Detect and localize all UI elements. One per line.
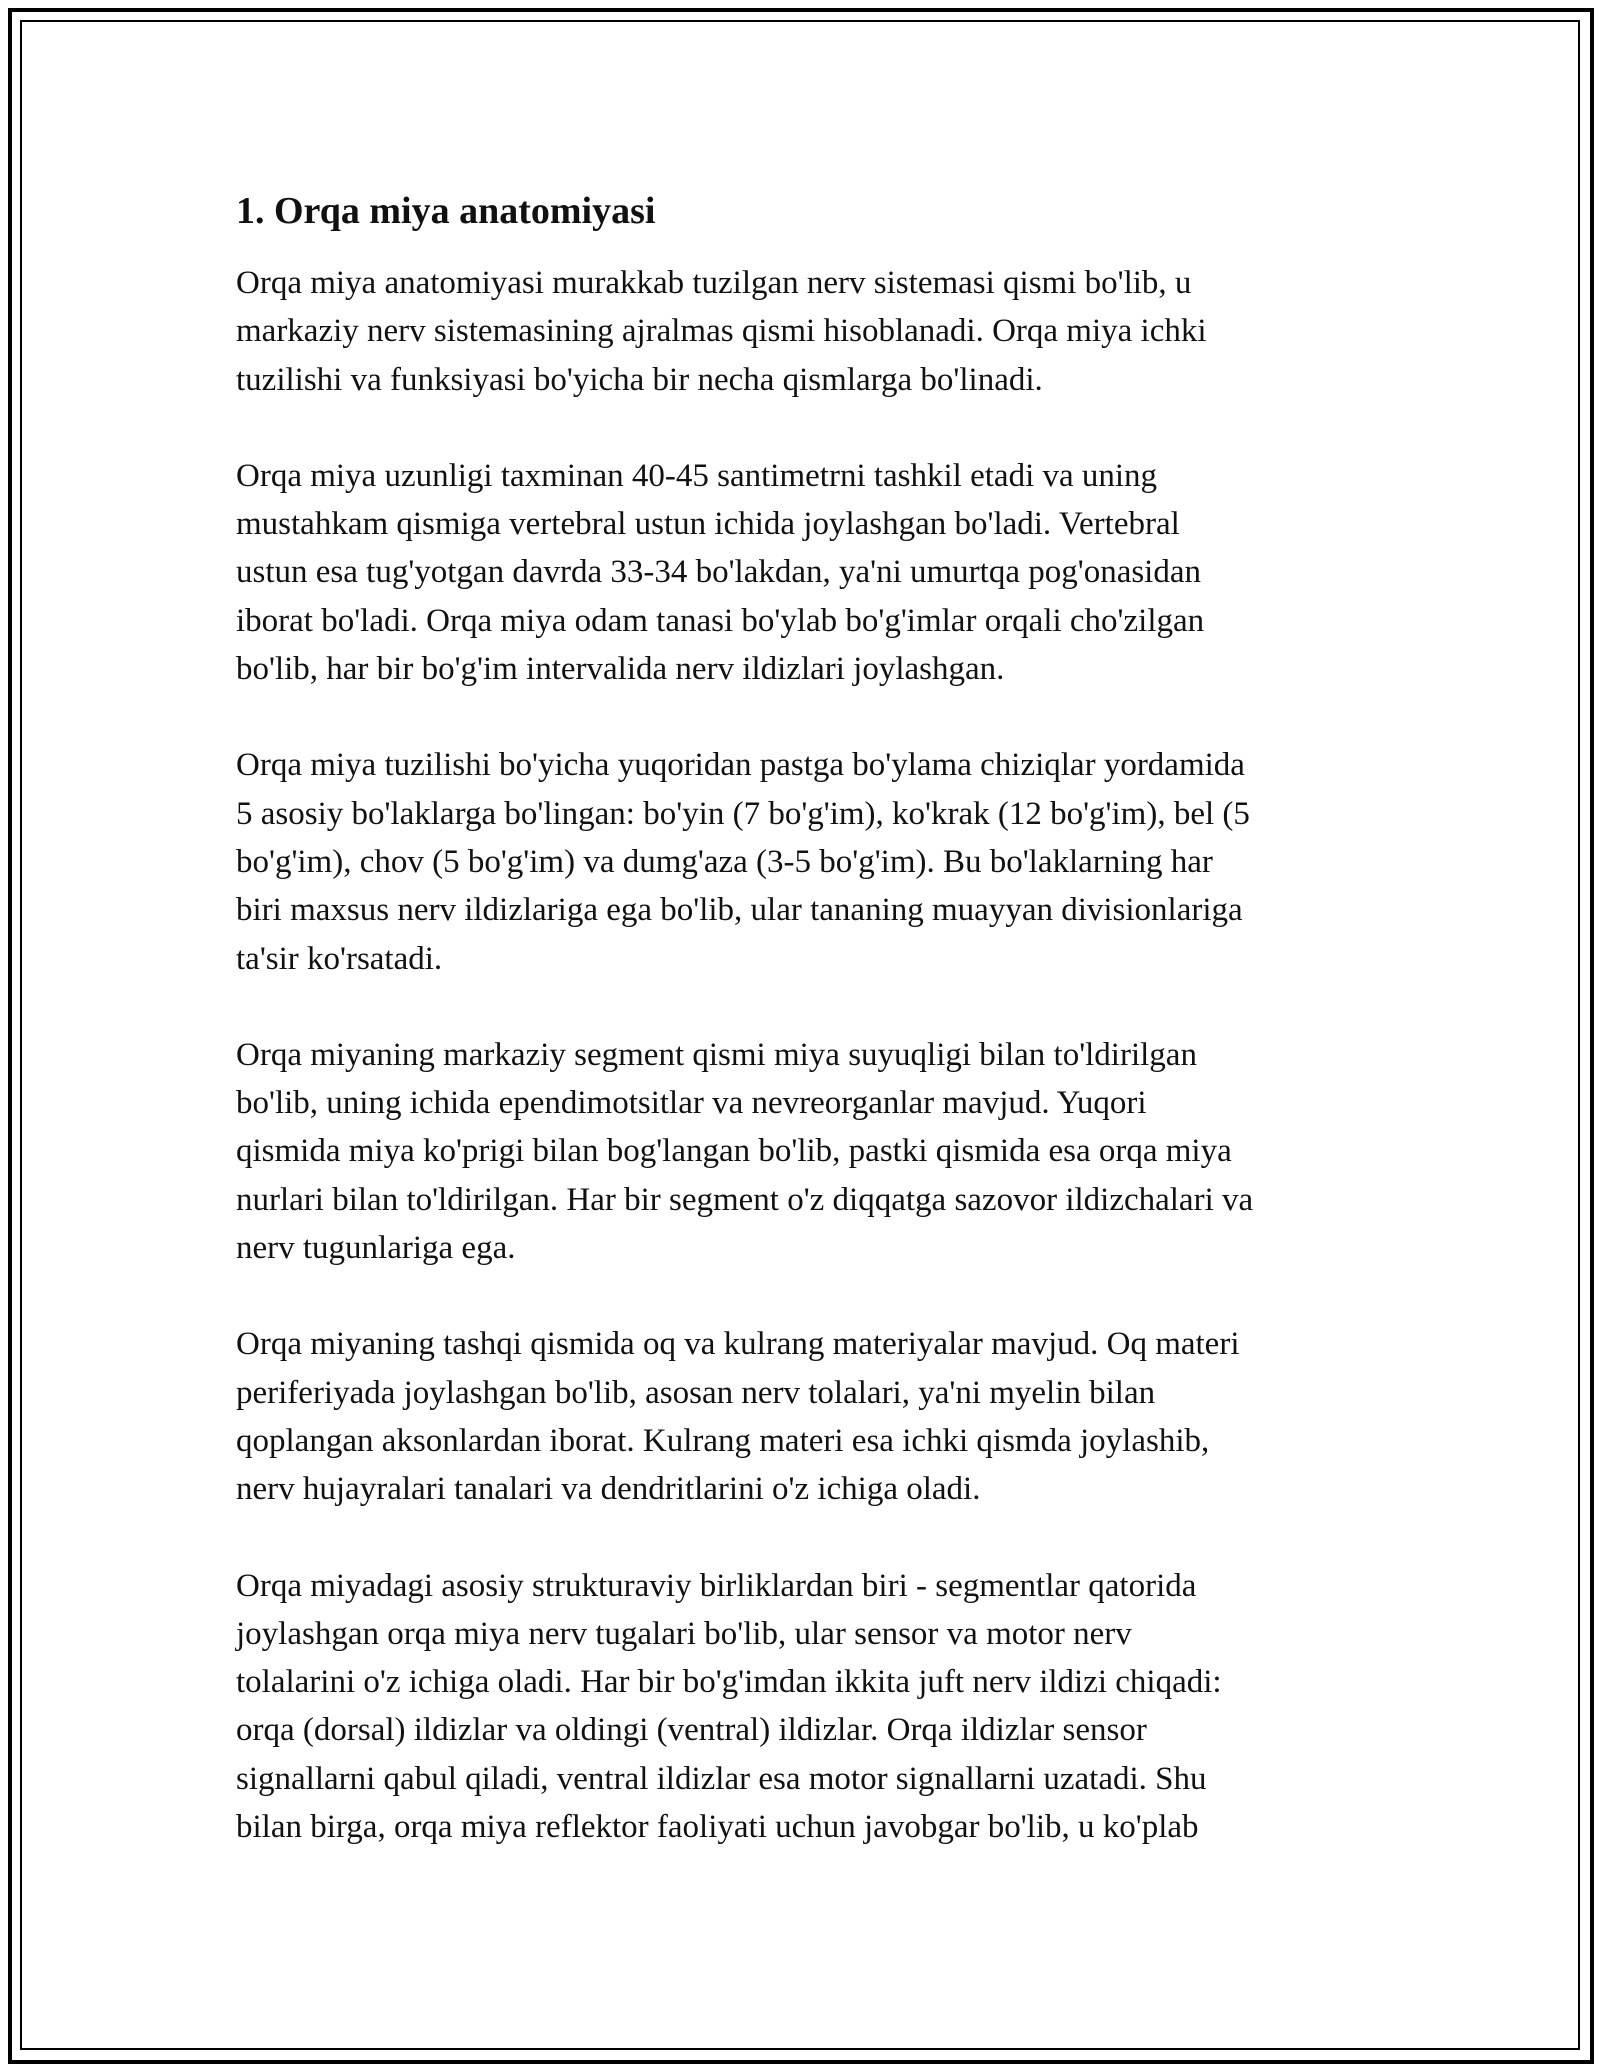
paragraph-6 xyxy=(236,1562,1376,1852)
text-line: Orqa miya anatomiyasi murakkab tuzilgan nerv sistemasi qismi bo'lib, u xyxy=(236,265,1192,301)
paragraph-2 xyxy=(236,452,1376,693)
paragraph-5 xyxy=(236,1320,1376,1513)
text-line: ta'sir ko'rsatadi. xyxy=(236,940,443,977)
document-body xyxy=(236,186,1376,1899)
paragraph-3 xyxy=(236,741,1376,982)
text-line: joylashgan orqa miya nerv tugalari bo'lib, ular sensor va motor nerv xyxy=(236,1615,1132,1652)
text-line: Orqa miya tuzilishi bo'yicha yuqoridan pastga bo'ylama chiziqlar yordamida xyxy=(236,747,1245,784)
text-line: Orqa miya uzunligi taxminan 40-45 santimetrni tashkil etadi va uning xyxy=(236,457,1158,494)
paragraph-1 xyxy=(236,259,1376,404)
text-line: orqa (dorsal) ildizlar va oldingi (ventral) ildizlar. Orqa ildizlar sensor xyxy=(236,1712,1147,1749)
text-line: qismida miya ko'prigi bilan bog'langan bo'lib, pastki qismida esa orqa miya xyxy=(236,1133,1232,1170)
text-line: biri maxsus nerv ildizlariga ega bo'lib, ular tananing muayyan divisionlariga xyxy=(236,892,1243,929)
text-line: qoplangan aksonlardan iborat. Kulrang materi esa ichki qismda joylashib, xyxy=(236,1422,1210,1459)
text-line: periferiyada joylashgan bo'lib, asosan nerv tolalari, ya'ni myelin bilan xyxy=(236,1374,1156,1411)
text-line: nurlari bilan to'ldirilgan. Har bir segment o'z diqqatga sazovor ildizchalari va xyxy=(236,1181,1254,1218)
text-line: signallarni qabul qiladi, ventral ildizlar esa motor signallarni uzatadi. Shu xyxy=(236,1760,1207,1797)
text-line: mustahkam qismiga vertebral ustun ichida joylashgan bo'ladi. Vertebral xyxy=(236,506,1180,543)
text-line: markaziy nerv sistemasining ajralmas qismi hisoblanadi. Orqa miya ichki xyxy=(236,313,1207,350)
text-line: tolalarini o'z ichiga oladi. Har bir bo'g'imdan ikkita juft nerv ildizi chiqadi: xyxy=(236,1664,1222,1701)
text-line: Orqa miyaning markaziy segment qismi miya suyuqligi bilan to'ldirilgan xyxy=(236,1036,1197,1073)
text-line: tuzilishi va funksiyasi bo'yicha bir necha qismlarga bo'linadi. xyxy=(236,361,1043,398)
text-line: Orqa miyadagi asosiy strukturaviy birliklardan biri - segmentlar qatorida xyxy=(236,1567,1197,1604)
text-line: 5 asosiy bo'laklarga bo'lingan: bo'yin (7 bo'g'im), ko'krak (12 bo'g'im), bel (5 xyxy=(236,795,1250,832)
text-line: bilan birga, orqa miya reflektor faoliyati uchun javobgar bo'lib, u ko'plab xyxy=(236,1809,1199,1846)
text-line: nerv hujayralari tanalari va dendritlarini o'z ichiga oladi. xyxy=(236,1471,981,1508)
text-line: ustun esa tug'yotgan davrda 33-34 bo'lakdan, ya'ni umurtqa pog'onasidan xyxy=(236,554,1201,591)
text-line: iborat bo'ladi. Orqa miya odam tanasi bo'ylab bo'g'imlar orqali cho'zilgan xyxy=(236,602,1205,639)
text-line: Orqa miyaning tashqi qismida oq va kulrang materiyalar mavjud. Oq materi xyxy=(236,1326,1240,1363)
text-line: bo'lib, har bir bo'g'im intervalida nerv ildizlari joylashgan. xyxy=(236,651,1005,688)
page-title: 1. Orqa miya anatomiyasi xyxy=(236,190,656,232)
text-line: nerv tugunlariga ega. xyxy=(236,1230,516,1267)
text-line: bo'lib, uning ichida ependimotsitlar va nevreorganlar mavjud. Yuqori xyxy=(236,1085,1147,1122)
paragraph-4 xyxy=(236,1031,1376,1272)
text-line: bo'g'im), chov (5 bo'g'im) va dumg'aza (3-5 bo'g'im). Bu bo'laklarning har xyxy=(236,843,1213,880)
